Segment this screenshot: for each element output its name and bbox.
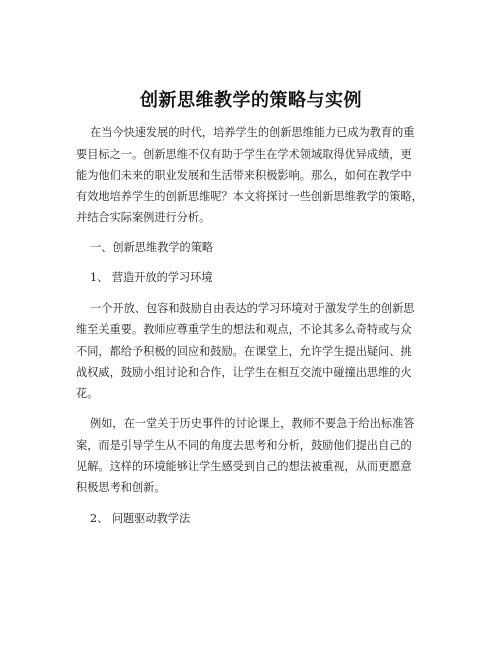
paragraph-line: 在当今快速发展的时代，培养学生的创新思维能力已成为教育的重 — [90, 126, 415, 139]
paragraph-line: 并结合实际案例进行分析。 — [76, 211, 211, 224]
paragraph-line: 能为他们未来的职业发展和生活带来积极影响。那么，如何在教学中 — [76, 169, 412, 182]
subsection-heading: 2、 问题驱动教学法 — [90, 512, 191, 525]
paragraph-line: 维至关重要。教师应尊重学生的想法和观点，不论其多么奇特或与众 — [76, 323, 412, 336]
paragraph-line: 不同，都给予积极的回应和鼓励。在课堂上，允许学生提出疑问、挑 — [76, 345, 412, 358]
paragraph-line: 一个开放、包容和鼓励自由表达的学习环境对于激发学生的创新思 — [90, 302, 415, 315]
paragraph-line: 有效地培养学生的创新思维呢？本文将探讨一些创新思维教学的策略， — [76, 190, 423, 203]
paragraph-line: 要目标之一。创新思维不仅有助于学生在学术领域取得优异成绩，更 — [76, 148, 412, 161]
document-title: 创新思维教学的策略与实例 — [140, 90, 362, 111]
paragraph-line: 案，而是引导学生从不同的角度去思考和分析，鼓励他们提出自己的 — [76, 439, 412, 452]
paragraph-line: 见解。这样的环境能够让学生感受到自己的想法被重视，从而更愿意 — [76, 460, 412, 473]
paragraph-line: 积极思考和创新。 — [76, 481, 166, 494]
paragraph-line: 花。 — [76, 387, 99, 400]
section-heading: 一、创新思维教学的策略 — [90, 241, 214, 254]
paragraph-line: 战权威，鼓励小组讨论和合作，让学生在相互交流中碰撞出思维的火 — [76, 366, 412, 379]
paragraph-line: 例如，在一堂关于历史事件的讨论课上，教师不要急于给出标准答 — [90, 417, 415, 430]
subsection-heading: 1、 营造开放的学习环境 — [90, 271, 213, 284]
